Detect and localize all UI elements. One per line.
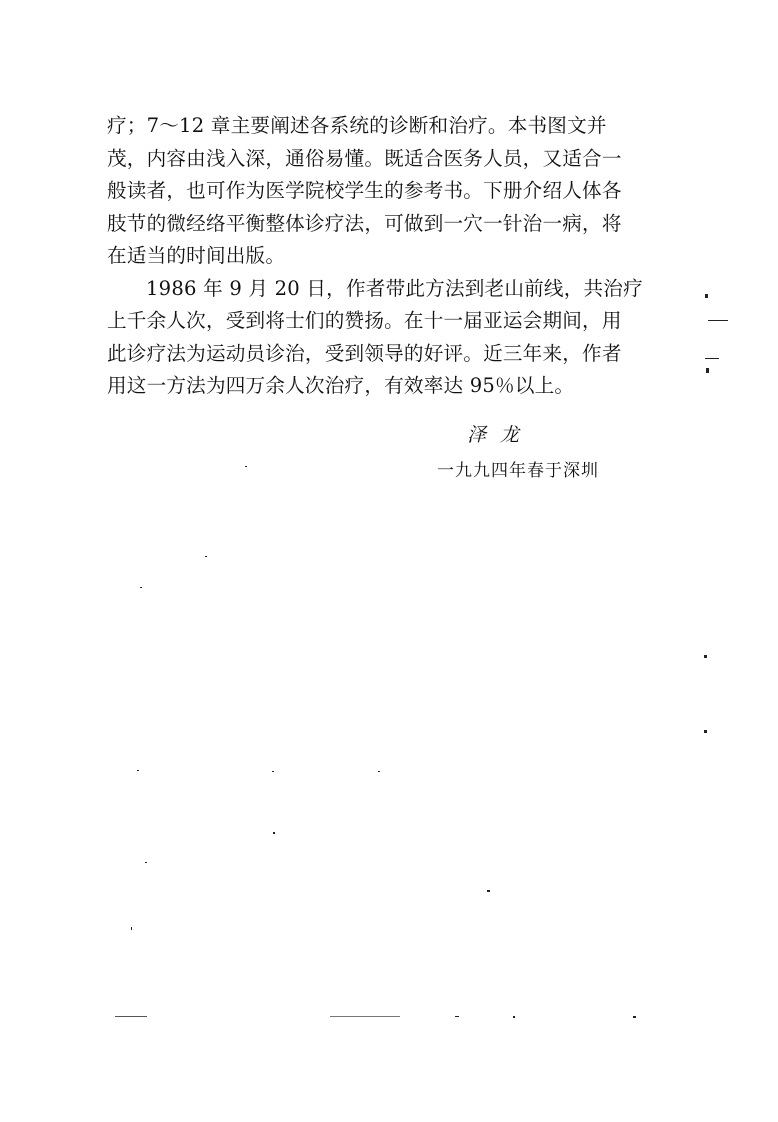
text-line: 般读者，也可作为医学院校学生的参考书。下册介绍人体各 — [107, 179, 622, 202]
scan-speck — [205, 556, 207, 557]
text-line: 疗；7～12 章主要阐述各系统的诊断和治疗。本书图文并 — [107, 114, 607, 137]
scan-speck — [704, 730, 707, 733]
scan-speck — [705, 358, 719, 359]
scan-speck — [455, 1016, 459, 1017]
scan-speck — [633, 1016, 636, 1018]
text-line: 用这一方法为四万余人次治疗，有效率达 95％以上。 — [107, 374, 575, 397]
scan-speck — [115, 1016, 147, 1017]
scan-speck — [487, 890, 490, 892]
text-line: 此诊疗法为运动员诊治，受到领导的好评。近三年来，作者 — [107, 341, 622, 365]
scan-speck — [272, 771, 274, 772]
author-name: 泽龙 — [467, 424, 534, 446]
paragraph-start-line: 1986 年 9 月 20 日，作者带此方法到老山前线，共治疗 — [146, 276, 643, 300]
body-text — [107, 110, 647, 403]
scan-speck — [140, 587, 142, 588]
scan-speck — [145, 862, 147, 863]
scan-speck — [706, 368, 709, 373]
text-line: 上千余人次，受到将士们的赞扬。在十一届亚运会期间，用 — [107, 309, 622, 332]
scan-speck — [705, 294, 708, 298]
text-line: 肢节的微经络平衡整体诊疗法，可做到一穴一针治一病，将 — [107, 211, 622, 235]
scan-speck — [378, 771, 380, 772]
text-line: 茂，内容由浅入深，通俗易懂。既适合医务人员，又适合一 — [107, 146, 622, 170]
scan-speck — [708, 320, 728, 321]
scan-speck — [273, 832, 275, 834]
signature-date-place: 一九九四年春于深圳 — [437, 461, 599, 481]
scan-speck — [513, 1016, 515, 1018]
scan-speck — [330, 1016, 400, 1017]
scan-speck — [131, 927, 132, 930]
scan-speck — [245, 466, 247, 467]
scan-speck — [704, 655, 707, 658]
text-line: 在适当的时间出版。 — [107, 244, 286, 267]
scan-speck — [137, 770, 139, 771]
